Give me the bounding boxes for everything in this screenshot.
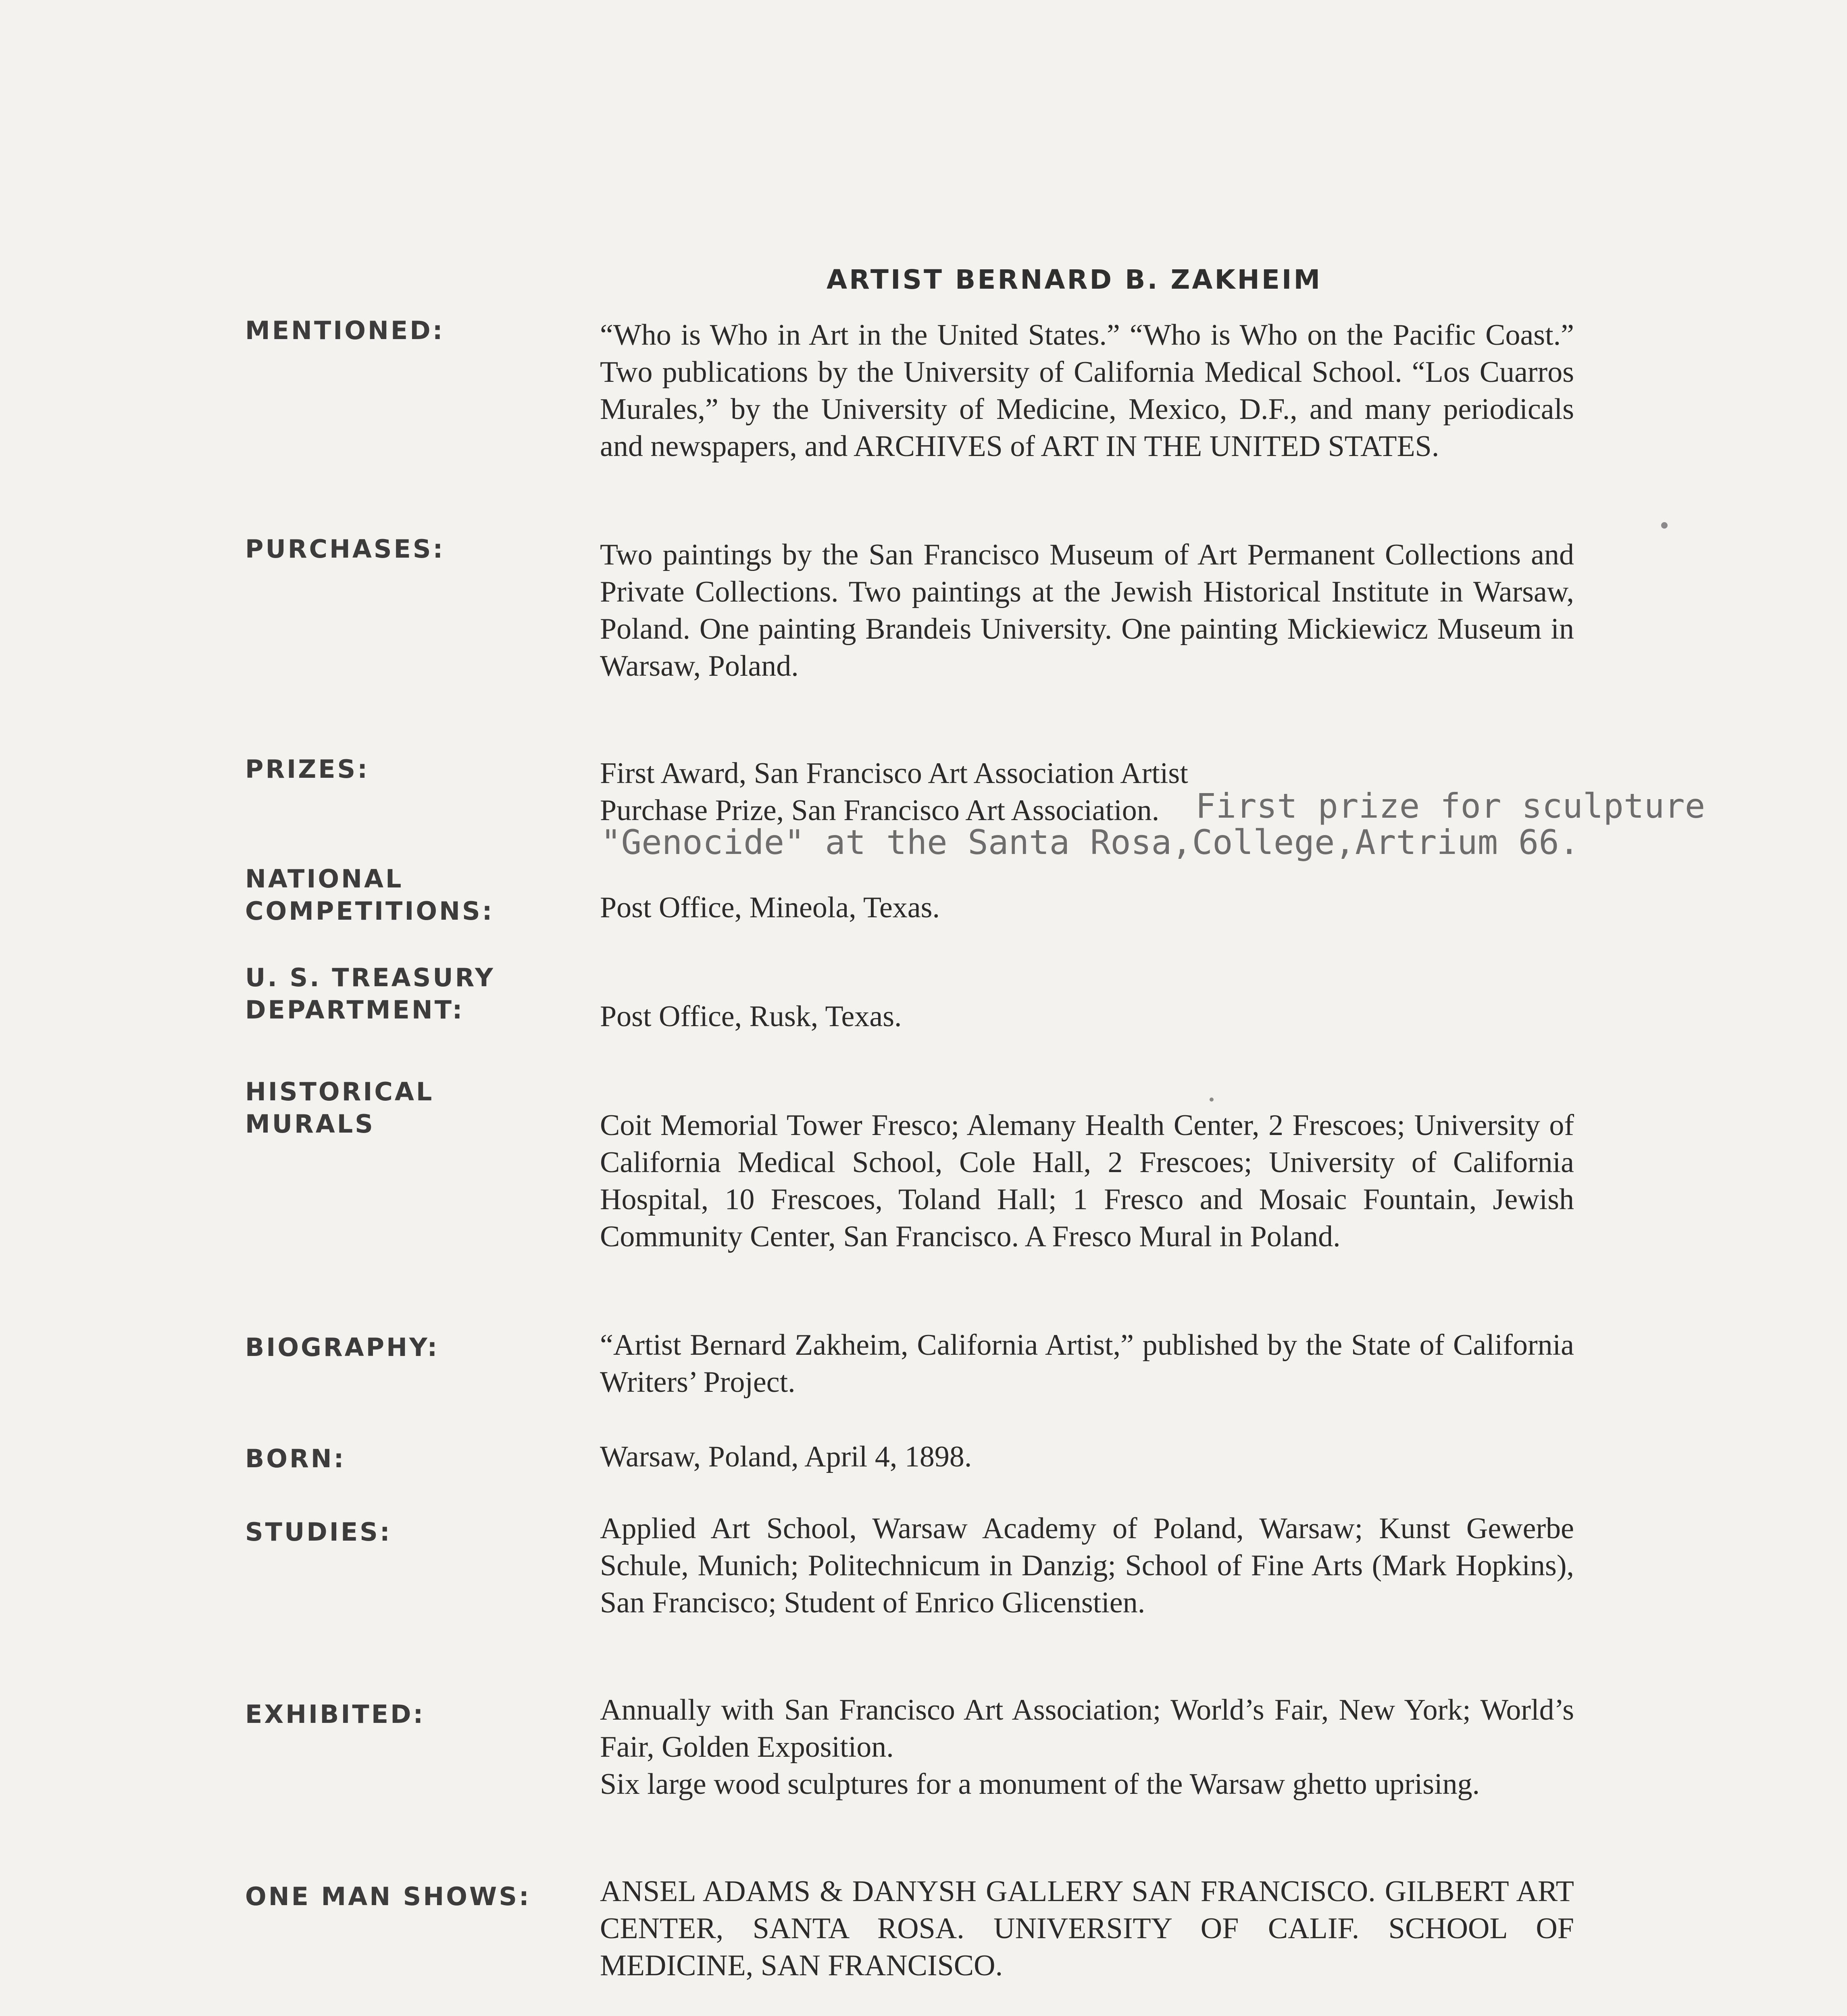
label-studies: STUDIES:: [245, 1517, 392, 1547]
label-historical-murals: HISTORICAL MURALS: [245, 1077, 434, 1139]
text-born: Warsaw, Poland, April 4, 1898.: [600, 1440, 972, 1473]
text-historical-murals: Coit Memorial Tower Fresco; Alemany Health Center, 2 Frescoes; University of California Medical School, Cole Hall, 2 Frescoes; University of California Hospital, 10 Frescoes, Toland Hall; 1 Fresco and Mosaic Fountain, Jewish Community Center, San Francisco. A Fresco Mural in Poland.: [600, 1109, 1574, 1253]
label-born: BORN:: [245, 1444, 346, 1473]
text-exhibited: Annually with San Francisco Art Association; World’s Fair, New York; World’s Fair, Golden Exposition.: [600, 1693, 1574, 1764]
text-purchases: Two paintings by the San Francisco Museum of Art Permanent Collections and Private Collections. Two paintings at the Jewish Historical Institute in Warsaw, Poland. One painting Brandeis University. One painting Mickiewicz Museum in Warsaw, Poland.: [600, 538, 1574, 683]
paper-speck: [1661, 522, 1668, 529]
text-one-man-shows: ANSEL ADAMS & DANYSH GALLERY SAN FRANCISCO. GILBERT ART CENTER, SANTA ROSA. UNIVERSITY OF CALIF. SCHOOL OF MEDICINE, SAN FRANCISCO.: [600, 1875, 1574, 1982]
label-exhibited: EXHIBITED:: [245, 1699, 425, 1729]
label-treasury-department: U. S. TREASURY DEPARTMENT:: [245, 963, 495, 1025]
typed-note-line-2: "Genocide" at the Santa Rosa,College,Artrium 66.: [601, 823, 1580, 862]
label-national-competitions: NATIONAL COMPETITIONS:: [245, 864, 494, 926]
label-purchases: PURCHASES:: [245, 534, 445, 564]
paper-speck: [1210, 1098, 1214, 1102]
label-biography: BIOGRAPHY:: [245, 1333, 439, 1362]
exhibited-block: [600, 1691, 1574, 1803]
text-exhibited-sculptures: Six large wood sculptures for a monument of the Warsaw ghetto uprising.: [600, 1768, 1480, 1801]
typed-note-line-1: First prize for sculpture: [1195, 786, 1705, 826]
label-mentioned: MENTIONED:: [245, 316, 445, 345]
text-mentioned: “Who is Who in Art in the United States.” “Who is Who on the Pacific Coast.” Two publications by the University of California Medical School. “Los Cuarros Murales,” by the University of Medicine, Mexico, D.F., and many periodicals and newspapers, and ARCHIVES of ART IN THE UNITED STATES.: [600, 319, 1574, 463]
text-prizes: First Award, San Francisco Art Association Artist Purchase Prize, San Francisco Art Association.: [600, 757, 1188, 827]
text-studies: Applied Art School, Warsaw Academy of Poland, Warsaw; Kunst Gewerbe Schule, Munich; Politechnicum in Danzig; School of Fine Arts (Mark Hopkins), San Francisco; Student of Enrico Glicenstien.: [600, 1512, 1574, 1619]
document-title: ARTIST BERNARD B. ZAKHEIM: [827, 264, 1322, 295]
text-biography: “Artist Bernard Zakheim, California Artist,” published by the State of California Writers’ Project.: [600, 1329, 1574, 1399]
label-one-man-shows: ONE MAN SHOWS:: [245, 1882, 531, 1911]
label-prizes: PRIZES:: [245, 754, 370, 784]
text-national-competitions: Post Office, Mineola, Texas.: [600, 891, 940, 924]
text-treasury-department: Post Office, Rusk, Texas.: [600, 1000, 902, 1033]
